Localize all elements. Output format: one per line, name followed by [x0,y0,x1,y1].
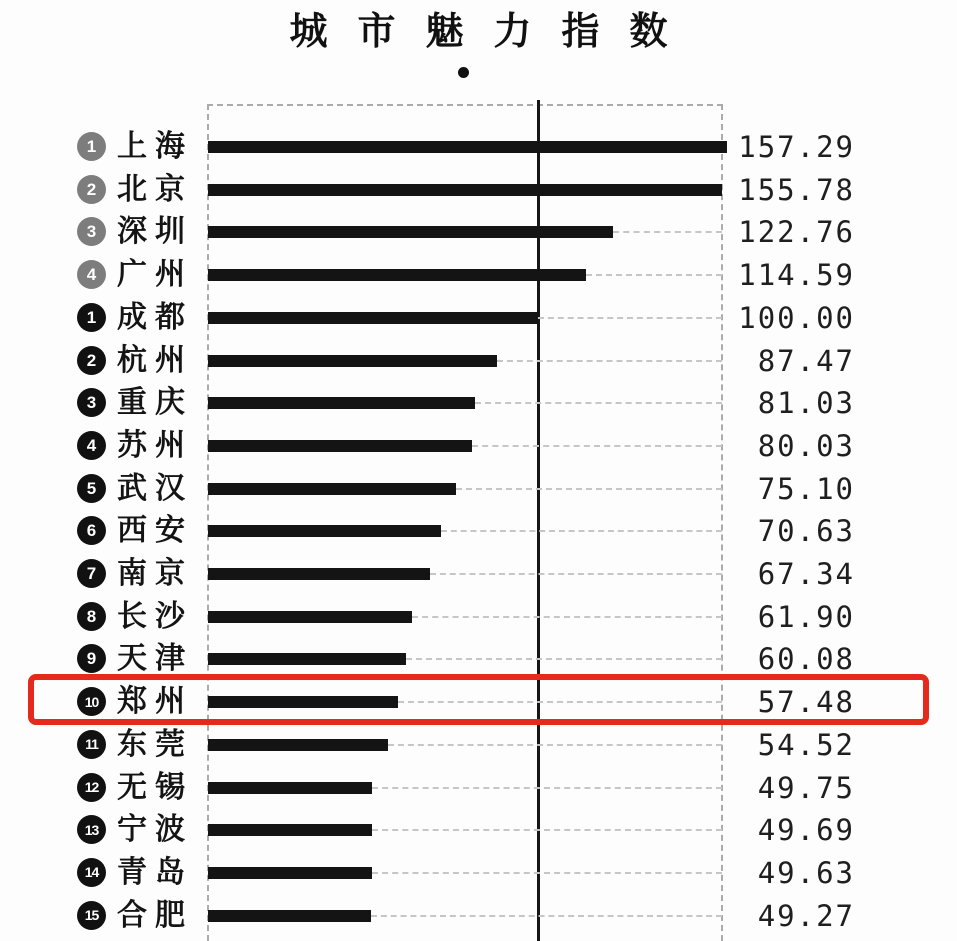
chart-row [0,254,957,296]
leader-line [371,915,722,917]
rank-badge: 12 [77,773,106,802]
chart-row [0,297,957,339]
city-label: 南京 [117,557,193,590]
rank-badge: 3 [77,217,106,246]
rank-badge: 1 [77,132,106,161]
value-bar [208,824,372,836]
chart-row [0,895,957,937]
leader-line [406,658,722,660]
value-label: 114.59 [738,258,855,293]
value-bar [208,782,372,794]
rank-badge: 8 [77,602,106,631]
value-label: 60.08 [757,642,855,677]
value-bar [208,483,456,495]
city-label: 武汉 [117,471,193,505]
chart-row [0,425,957,467]
chart-row [0,596,957,638]
leader-line [613,231,722,233]
value-bar [208,141,727,153]
value-label: 61.90 [757,599,855,634]
chart-row [0,724,957,766]
leader-line [388,744,722,746]
value-bar [208,611,412,623]
value-label: 49.63 [757,855,855,890]
rank-badge: 6 [77,516,106,545]
value-label: 155.78 [738,172,855,207]
rank-badge: 2 [77,346,106,375]
rank-badge: 11 [77,730,106,759]
city-label: 重庆 [117,386,193,420]
value-label: 100.00 [738,300,855,335]
value-label: 87.47 [757,343,855,378]
value-bar [208,910,371,922]
city-label: 郑州 [117,685,193,719]
value-bar [208,355,497,367]
value-bar [208,184,722,196]
city-label: 上海 [117,130,193,163]
value-bar [208,739,388,751]
city-label: 东莞 [117,727,193,761]
title-dot-icon [458,67,469,78]
value-bar [208,269,586,281]
value-label: 49.69 [757,813,855,848]
value-bar [208,867,372,879]
value-label: 80.03 [757,428,855,463]
chart-row [0,767,957,809]
value-label: 49.27 [757,898,855,933]
rank-badge: 13 [77,815,106,844]
city-label: 西安 [117,514,193,548]
leader-line [538,317,722,319]
leader-line [372,829,722,831]
value-label: 75.10 [757,471,855,506]
city-label: 青岛 [117,855,193,889]
city-label: 苏州 [117,428,193,462]
chart-row [0,126,957,168]
value-bar [208,226,613,238]
rank-badge: 4 [77,431,106,460]
chart-row [0,809,957,851]
value-bar [208,568,430,580]
value-label: 49.75 [757,770,855,805]
leader-line [472,445,722,447]
rank-badge: 5 [77,474,106,503]
city-label: 无锡 [117,770,193,804]
value-bar [208,312,538,324]
value-label: 122.76 [738,215,855,250]
chart-title [0,0,957,55]
leader-line [372,872,722,874]
rank-badge: 4 [77,260,106,289]
value-label: 157.29 [738,130,855,164]
rank-badge: 15 [77,901,106,930]
rank-badge: 2 [77,175,106,204]
city-label: 成都 [117,300,193,334]
chart-row [0,211,957,253]
leader-line [475,402,722,404]
rank-badge: 9 [77,644,106,673]
city-label: 天津 [117,642,193,676]
chart-row [0,340,957,382]
leader-line [430,573,722,575]
city-label: 杭州 [117,343,193,377]
leader-line [586,274,722,276]
value-label: 54.52 [757,727,855,762]
rank-badge: 7 [77,559,106,588]
chart-row [0,510,957,552]
city-label: 合肥 [117,898,193,932]
value-label: 70.63 [757,514,855,549]
city-label: 宁波 [117,813,193,847]
value-label: 81.03 [757,386,855,421]
chart-row [0,468,957,510]
leader-line [412,616,722,618]
leader-line [441,530,722,532]
highlight-box [28,674,929,725]
value-label: 57.48 [757,685,855,720]
rank-badge: 3 [77,388,106,417]
chart-row [0,852,957,894]
rank-badge: 10 [77,687,106,716]
value-bar [208,525,441,537]
chart-row [0,382,957,424]
value-bar [208,653,406,665]
value-bar [208,397,475,409]
chart-row [0,553,957,595]
city-label: 北京 [117,172,193,206]
leader-line [456,488,722,490]
chart-row [0,169,957,211]
value-label: 67.34 [757,557,855,591]
city-label: 深圳 [117,215,193,249]
leader-line [497,360,722,362]
city-label: 长沙 [117,599,193,633]
city-label: 广州 [117,258,193,292]
rank-badge: 14 [77,858,106,887]
value-bar [208,440,472,452]
chart-title-text: 城市魅力指数 [289,11,698,53]
rank-badge: 1 [77,303,106,332]
leader-line [372,787,722,789]
